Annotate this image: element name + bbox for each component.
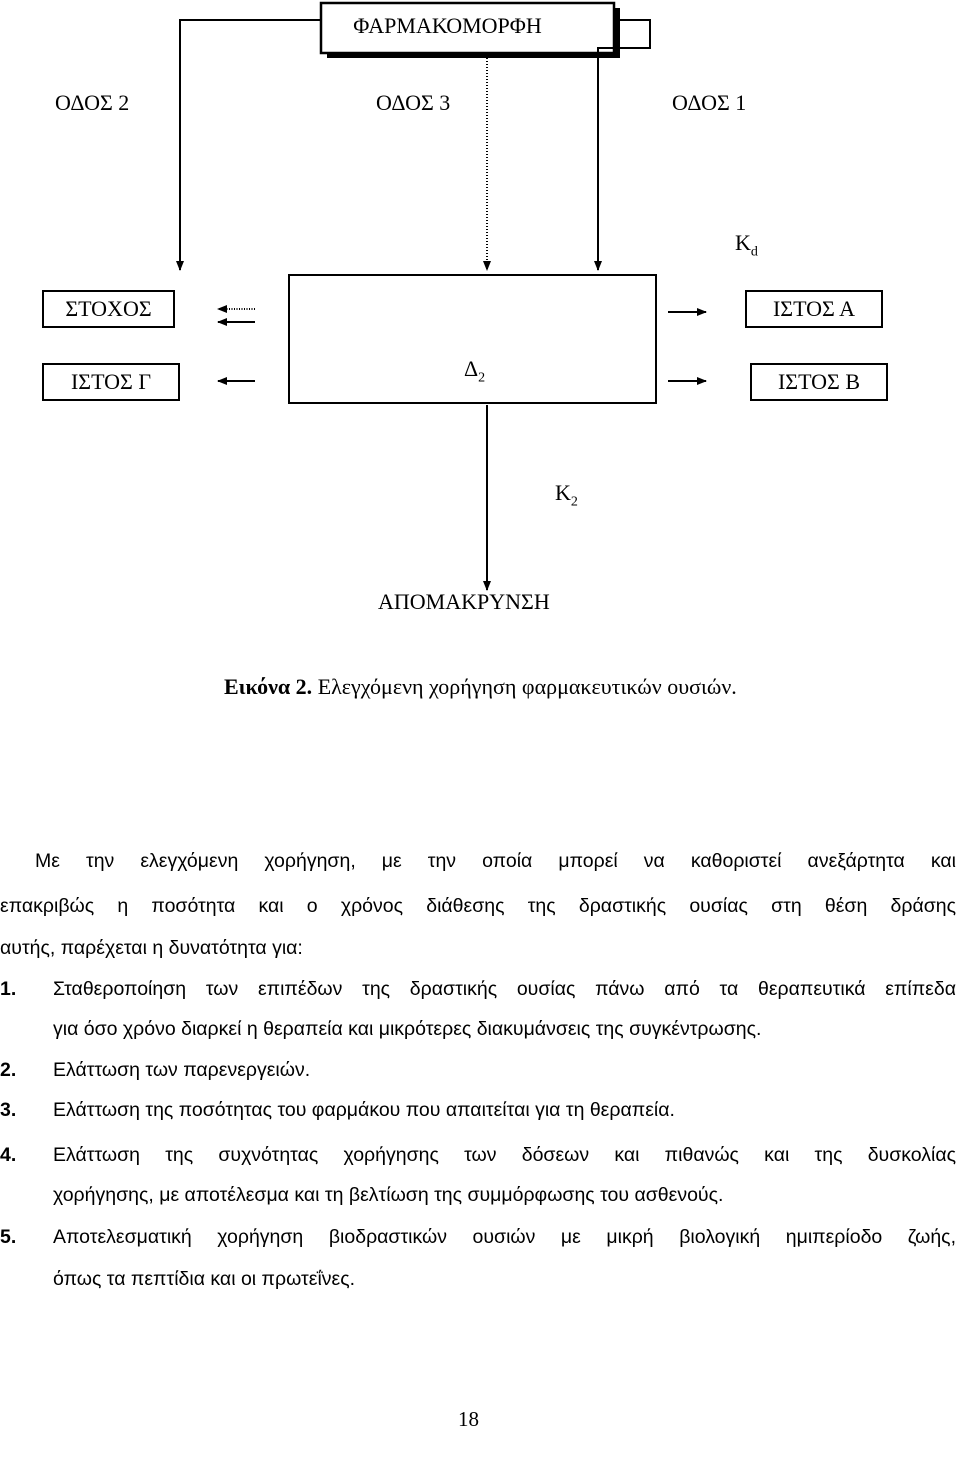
route-2-label: ΟΔΟΣ 2: [55, 90, 130, 115]
target-label: ΣΤΟΧΟΣ: [65, 296, 152, 321]
list-item-line: χορήγησης, με αποτέλεσμα και τη βελτίωση της συμμόρφωσης του ασθενούς.: [53, 1184, 724, 1206]
figure-caption: Εικόνα 2. Ελεγχόμενη χορήγηση φαρμακευτικών ουσιών.: [224, 674, 737, 699]
list-number: 5.: [0, 1226, 17, 1248]
list-item-line: Ελάττωση της συχνότητας χορήγησης των δόσεων και πιθανώς και της δυσκολίας: [53, 1144, 956, 1166]
intro-line: αυτής, παρέχεται η δυνατότητα για:: [0, 937, 303, 959]
list-item-line: Αποτελεσματική χορήγηση βιοδραστικών ουσιών με μικρή βιολογική ημιπερίοδο ζωής,: [53, 1226, 956, 1248]
list-item-line: Ελάττωση της ποσότητας του φαρμάκου που απαιτείται για τη θεραπεία.: [53, 1099, 675, 1121]
list-number: 4.: [0, 1144, 17, 1166]
kd-label: $K_d$: [735, 230, 758, 260]
elimination-label: ΑΠΟΜΑΚΡΥΝΣΗ: [378, 589, 550, 614]
route2-line: [180, 20, 321, 270]
route-3-label: ΟΔΟΣ 3: [376, 90, 451, 115]
central-label: $\Delta_2$: [464, 356, 486, 386]
top-box-label: ΦΑΡΜΑΚΟΜΟΡΦΗ: [353, 13, 542, 38]
intro-line: Με την ελεγχόμενη χορήγηση, με την οποία μπορεί να καθοριστεί ανεξάρτητα και: [35, 850, 956, 872]
page-number: 18: [458, 1407, 479, 1431]
list-item-line: Σταθεροποίηση των επιπέδων της δραστικής ουσίας πάνω από τα θεραπευτικά επίπεδα: [53, 978, 956, 1000]
list-number: 2.: [0, 1059, 17, 1081]
list-item-line: για όσο χρόνο διαρκεί η θεραπεία και μικρότερες διακυμάνσεις της συγκέντρωσης.: [53, 1018, 762, 1040]
list-number: 3.: [0, 1099, 17, 1121]
list-item-line: όπως τα πεπτίδια και οι πρωτεΐνες.: [53, 1268, 356, 1290]
tissue-c-label: ΙΣΤΟΣ Γ: [70, 369, 152, 394]
tissue-a-label: ΙΣΤΟΣ Α: [772, 296, 856, 321]
k2-label: $K_2$: [555, 480, 578, 510]
intro-line: επακριβώς η ποσότητα και ο χρόνος διάθεσης της δραστικής ουσίας στη θέση δράσης: [0, 895, 956, 917]
list-number: 1.: [0, 978, 17, 1000]
list-item-line: Ελάττωση των παρενεργειών.: [53, 1059, 311, 1081]
tissue-b-label: ΙΣΤΟΣ Β: [777, 369, 861, 394]
route-1-label: ΟΔΟΣ 1: [672, 90, 747, 115]
